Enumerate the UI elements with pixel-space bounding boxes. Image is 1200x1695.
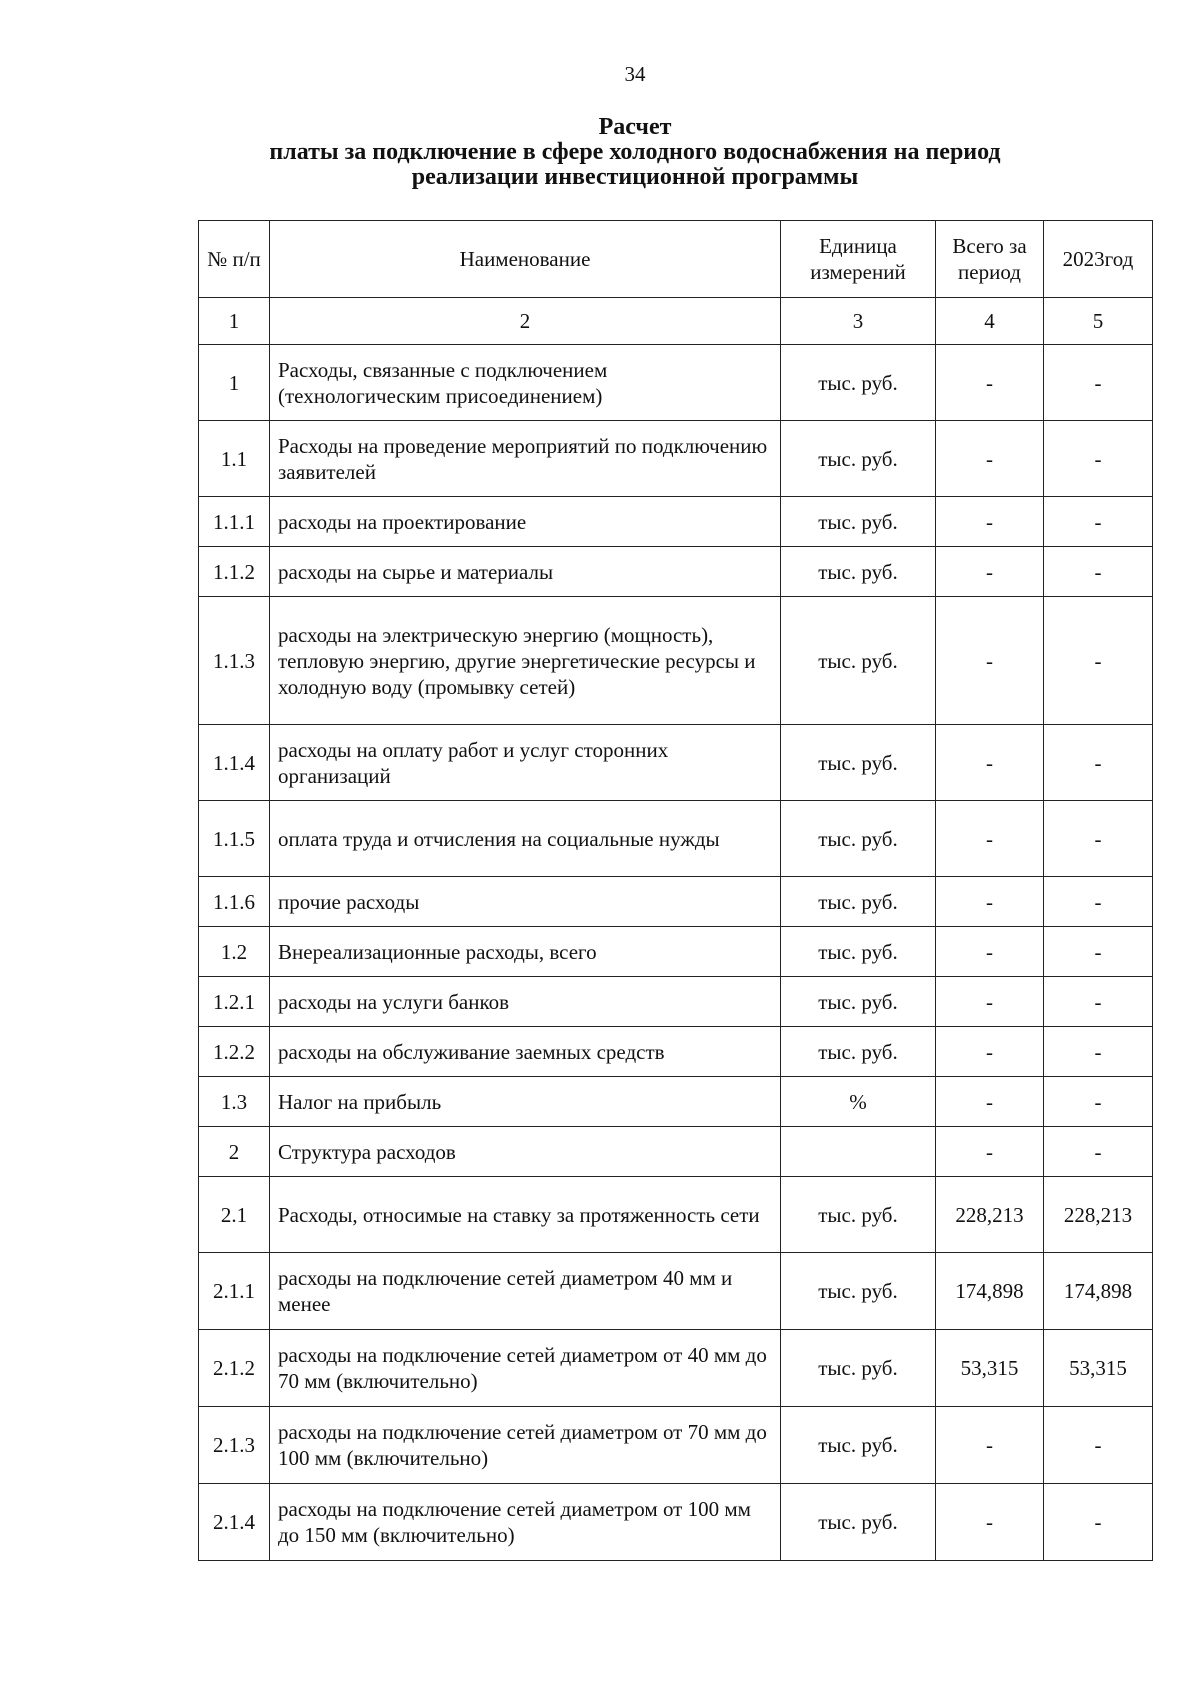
table-row xyxy=(199,1127,1153,1177)
row-unit: тыс. руб. xyxy=(781,801,936,877)
row-number: 1.1 xyxy=(199,421,270,497)
row-unit: тыс. руб. xyxy=(781,1253,936,1330)
table-row xyxy=(199,877,1153,927)
row-name: расходы на электрическую энергию (мощность), тепловую энергию, другие энергетические ресурсы и холодную воду (промывку сетей) xyxy=(270,597,781,725)
header-unit: Единица измерений xyxy=(781,221,936,298)
row-number: 2.1.2 xyxy=(199,1330,270,1407)
row-year-value: - xyxy=(1044,597,1153,725)
row-unit: тыс. руб. xyxy=(781,927,936,977)
row-total-value: - xyxy=(936,497,1044,547)
table-header-row xyxy=(199,221,1153,298)
table-row xyxy=(199,977,1153,1027)
column-index: 1 xyxy=(199,298,270,345)
row-name: расходы на подключение сетей диаметром от 70 мм до 100 мм (включительно) xyxy=(270,1407,781,1484)
table-row xyxy=(199,1027,1153,1077)
row-unit: тыс. руб. xyxy=(781,345,936,421)
row-unit: тыс. руб. xyxy=(781,1177,936,1253)
row-number: 1.2 xyxy=(199,927,270,977)
row-year-value: 174,898 xyxy=(1044,1253,1153,1330)
row-number: 2.1.3 xyxy=(199,1407,270,1484)
row-total-value: - xyxy=(936,547,1044,597)
row-total-value: 174,898 xyxy=(936,1253,1044,1330)
row-unit: тыс. руб. xyxy=(781,1407,936,1484)
row-unit: тыс. руб. xyxy=(781,1330,936,1407)
row-total-value: - xyxy=(936,345,1044,421)
table-row xyxy=(199,1077,1153,1127)
row-year-value: - xyxy=(1044,927,1153,977)
row-number: 2.1.4 xyxy=(199,1484,270,1561)
row-unit: тыс. руб. xyxy=(781,877,936,927)
header-name: Наименование xyxy=(270,221,781,298)
row-total-value: 228,213 xyxy=(936,1177,1044,1253)
row-year-value: - xyxy=(1044,345,1153,421)
row-name: Структура расходов xyxy=(270,1127,781,1177)
column-index: 4 xyxy=(936,298,1044,345)
row-name: расходы на сырье и материалы xyxy=(270,547,781,597)
calculation-table xyxy=(198,220,1153,1561)
title-line-3: реализации инвестиционной программы xyxy=(411,164,859,190)
row-total-value: - xyxy=(936,1127,1044,1177)
table-row xyxy=(199,1407,1153,1484)
row-total-value: - xyxy=(936,877,1044,927)
row-name: прочие расходы xyxy=(270,877,781,927)
row-year-value: 228,213 xyxy=(1044,1177,1153,1253)
row-year-value: - xyxy=(1044,1027,1153,1077)
table-row xyxy=(199,547,1153,597)
header-year: 2023год xyxy=(1044,221,1153,298)
row-name: расходы на услуги банков xyxy=(270,977,781,1027)
table-row xyxy=(199,345,1153,421)
table-row xyxy=(199,1330,1153,1407)
row-number: 1.3 xyxy=(199,1077,270,1127)
row-year-value: - xyxy=(1044,725,1153,801)
row-total-value: 53,315 xyxy=(936,1330,1044,1407)
row-total-value: - xyxy=(936,1484,1044,1561)
row-number: 1.1.3 xyxy=(199,597,270,725)
row-name: Налог на прибыль xyxy=(270,1077,781,1127)
row-total-value: - xyxy=(936,801,1044,877)
row-name: расходы на подключение сетей диаметром от 100 мм до 150 мм (включительно) xyxy=(270,1484,781,1561)
header-total: Всего за период xyxy=(936,221,1044,298)
row-name: Внереализационные расходы, всего xyxy=(270,927,781,977)
header-num: № п/п xyxy=(199,221,270,298)
row-total-value: - xyxy=(936,725,1044,801)
row-name: расходы на проектирование xyxy=(270,497,781,547)
row-total-value: - xyxy=(936,927,1044,977)
table-body xyxy=(199,345,1153,1561)
row-name: расходы на подключение сетей диаметром 40 мм и менее xyxy=(270,1253,781,1330)
row-number: 1.2.2 xyxy=(199,1027,270,1077)
row-year-value: - xyxy=(1044,547,1153,597)
column-index: 3 xyxy=(781,298,936,345)
row-number: 1 xyxy=(199,345,270,421)
row-year-value: - xyxy=(1044,1127,1153,1177)
row-total-value: - xyxy=(936,1027,1044,1077)
row-number: 2.1 xyxy=(199,1177,270,1253)
row-unit: тыс. руб. xyxy=(781,421,936,497)
row-total-value: - xyxy=(936,597,1044,725)
row-year-value: - xyxy=(1044,1407,1153,1484)
row-name: оплата труда и отчисления на социальные нужды xyxy=(270,801,781,877)
title-line-1: Расчет xyxy=(598,114,672,140)
row-total-value: - xyxy=(936,1407,1044,1484)
row-unit: тыс. руб. xyxy=(781,497,936,547)
row-year-value: - xyxy=(1044,801,1153,877)
row-name: Расходы на проведение мероприятий по подключению заявителей xyxy=(270,421,781,497)
table-row xyxy=(199,801,1153,877)
row-number: 1.1.6 xyxy=(199,877,270,927)
row-unit: тыс. руб. xyxy=(781,547,936,597)
row-unit: тыс. руб. xyxy=(781,725,936,801)
row-number: 1.1.1 xyxy=(199,497,270,547)
row-year-value: 53,315 xyxy=(1044,1330,1153,1407)
document-title xyxy=(0,115,1200,190)
row-year-value: - xyxy=(1044,1077,1153,1127)
row-name: расходы на подключение сетей диаметром от 40 мм до 70 мм (включительно) xyxy=(270,1330,781,1407)
row-unit: % xyxy=(781,1077,936,1127)
row-unit xyxy=(781,1127,936,1177)
row-name: Расходы, связанные с подключением (технологическим присоединением) xyxy=(270,345,781,421)
row-name: расходы на обслуживание заемных средств xyxy=(270,1027,781,1077)
row-number: 2 xyxy=(199,1127,270,1177)
table-row xyxy=(199,1253,1153,1330)
row-year-value: - xyxy=(1044,977,1153,1027)
table-row xyxy=(199,725,1153,801)
column-index: 5 xyxy=(1044,298,1153,345)
row-number: 1.1.2 xyxy=(199,547,270,597)
row-total-value: - xyxy=(936,1077,1044,1127)
page-number: 34 xyxy=(624,62,646,86)
row-name: расходы на оплату работ и услуг сторонних организаций xyxy=(270,725,781,801)
title-line-2: платы за подключение в сфере холодного водоснабжения на период xyxy=(269,139,1001,165)
row-year-value: - xyxy=(1044,1484,1153,1561)
table-row xyxy=(199,927,1153,977)
row-year-value: - xyxy=(1044,421,1153,497)
row-number: 1.1.4 xyxy=(199,725,270,801)
row-total-value: - xyxy=(936,977,1044,1027)
row-number: 1.2.1 xyxy=(199,977,270,1027)
column-index-row xyxy=(199,298,1153,345)
row-year-value: - xyxy=(1044,877,1153,927)
row-name: Расходы, относимые на ставку за протяженность сети xyxy=(270,1177,781,1253)
row-unit: тыс. руб. xyxy=(781,977,936,1027)
row-unit: тыс. руб. xyxy=(781,597,936,725)
table-row xyxy=(199,597,1153,725)
table-row xyxy=(199,421,1153,497)
row-total-value: - xyxy=(936,421,1044,497)
column-index: 2 xyxy=(270,298,781,345)
table-row xyxy=(199,497,1153,547)
row-number: 2.1.1 xyxy=(199,1253,270,1330)
row-unit: тыс. руб. xyxy=(781,1027,936,1077)
table-row xyxy=(199,1177,1153,1253)
table-row xyxy=(199,1484,1153,1561)
row-unit: тыс. руб. xyxy=(781,1484,936,1561)
row-number: 1.1.5 xyxy=(199,801,270,877)
row-year-value: - xyxy=(1044,497,1153,547)
